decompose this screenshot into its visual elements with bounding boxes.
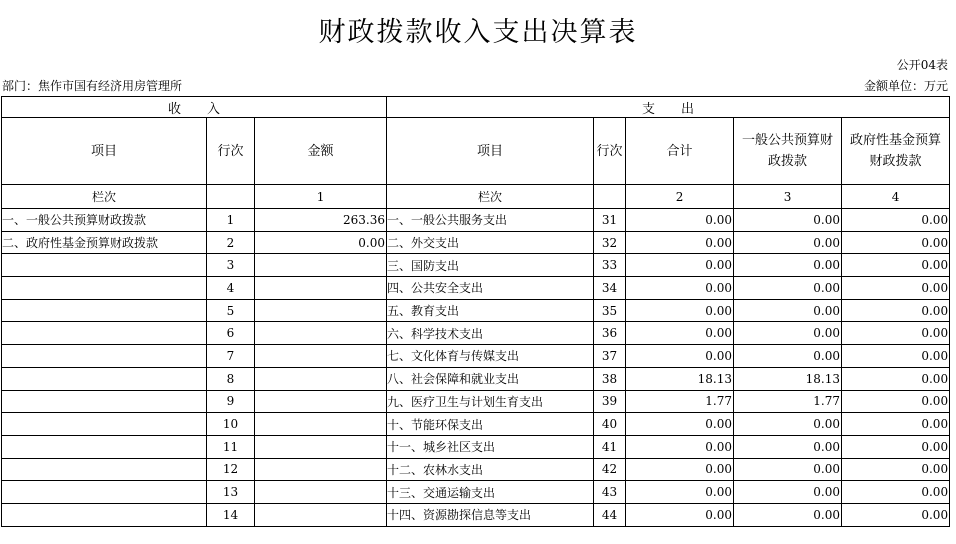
general-budget-cell: 18.13 bbox=[734, 367, 842, 390]
fund-budget-cell: 0.00 bbox=[842, 345, 950, 368]
expense-item-cell: 十三、交通运输支出 bbox=[387, 481, 594, 504]
col-no-amount: 1 bbox=[255, 185, 387, 209]
income-amount-cell: 263.36 bbox=[255, 209, 387, 232]
total-cell: 0.00 bbox=[626, 299, 734, 322]
col-no-empty-left bbox=[207, 185, 255, 209]
expense-line-cell: 38 bbox=[594, 367, 626, 390]
fund-budget-cell: 0.00 bbox=[842, 277, 950, 300]
general-budget-cell: 0.00 bbox=[734, 277, 842, 300]
unit-label: 金额单位：万元 bbox=[863, 79, 948, 93]
expense-item-cell: 九、医疗卫生与计划生育支出 bbox=[387, 390, 594, 413]
general-budget-cell: 0.00 bbox=[734, 322, 842, 345]
general-budget-cell: 0.00 bbox=[734, 299, 842, 322]
income-item-cell bbox=[2, 277, 207, 300]
fund-budget-cell: 0.00 bbox=[842, 254, 950, 277]
expense-line-cell: 41 bbox=[594, 435, 626, 458]
fund-budget-cell: 0.00 bbox=[842, 413, 950, 436]
expense-item-cell: 三、国防支出 bbox=[387, 254, 594, 277]
income-amount-cell bbox=[255, 413, 387, 436]
expense-line-cell: 36 bbox=[594, 322, 626, 345]
department-label: 部门：焦作市国有经济用房管理所 bbox=[2, 79, 183, 93]
table-row bbox=[2, 209, 950, 232]
col-header-amount: 金额 bbox=[255, 118, 387, 185]
income-line-cell: 1 bbox=[207, 209, 255, 232]
expense-line-cell: 43 bbox=[594, 481, 626, 504]
expense-item-cell: 二、外交支出 bbox=[387, 231, 594, 254]
general-budget-cell: 0.00 bbox=[734, 209, 842, 232]
fund-budget-cell: 0.00 bbox=[842, 458, 950, 481]
table-row bbox=[2, 503, 950, 526]
income-amount-cell bbox=[255, 345, 387, 368]
total-cell: 0.00 bbox=[626, 254, 734, 277]
income-item-cell bbox=[2, 254, 207, 277]
total-cell: 0.00 bbox=[626, 322, 734, 345]
expense-line-cell: 42 bbox=[594, 458, 626, 481]
table-row bbox=[2, 390, 950, 413]
budget-table bbox=[1, 96, 950, 527]
fund-budget-cell: 0.00 bbox=[842, 231, 950, 254]
total-cell: 0.00 bbox=[626, 413, 734, 436]
total-cell: 18.13 bbox=[626, 367, 734, 390]
table-row bbox=[2, 277, 950, 300]
income-item-cell: 二、政府性基金预算财政拨款 bbox=[2, 231, 207, 254]
income-item-cell bbox=[2, 481, 207, 504]
income-line-cell: 7 bbox=[207, 345, 255, 368]
fund-budget-cell: 0.00 bbox=[842, 390, 950, 413]
income-item-cell bbox=[2, 390, 207, 413]
income-amount-cell bbox=[255, 481, 387, 504]
total-cell: 0.00 bbox=[626, 435, 734, 458]
income-line-cell: 11 bbox=[207, 435, 255, 458]
col-header-expense-line: 行次 bbox=[594, 118, 626, 185]
expense-header: 支 出 bbox=[387, 97, 950, 118]
table-row bbox=[2, 458, 950, 481]
page-title: 财政拨款收入支出决算表 bbox=[318, 17, 638, 48]
col-header-fund-budget: 政府性基金预算财政拨款 bbox=[842, 118, 950, 185]
table-row bbox=[2, 435, 950, 458]
expense-line-cell: 39 bbox=[594, 390, 626, 413]
income-line-cell: 3 bbox=[207, 254, 255, 277]
expense-item-cell: 七、文化体育与传媒支出 bbox=[387, 345, 594, 368]
income-amount-cell bbox=[255, 277, 387, 300]
expense-item-cell: 四、公共安全支出 bbox=[387, 277, 594, 300]
col-header-general-budget: 一般公共预算财政拨款 bbox=[734, 118, 842, 185]
col-header-expense-item: 项目 bbox=[387, 118, 594, 185]
expense-line-cell: 34 bbox=[594, 277, 626, 300]
general-budget-cell: 0.00 bbox=[734, 231, 842, 254]
expense-item-cell: 八、社会保障和就业支出 bbox=[387, 367, 594, 390]
total-cell: 1.77 bbox=[626, 390, 734, 413]
fund-budget-cell: 0.00 bbox=[842, 503, 950, 526]
expense-line-cell: 37 bbox=[594, 345, 626, 368]
expense-item-cell: 五、教育支出 bbox=[387, 299, 594, 322]
income-item-cell bbox=[2, 413, 207, 436]
table-row bbox=[2, 345, 950, 368]
income-item-cell bbox=[2, 345, 207, 368]
income-line-cell: 10 bbox=[207, 413, 255, 436]
expense-line-cell: 40 bbox=[594, 413, 626, 436]
expense-item-cell: 十一、城乡社区支出 bbox=[387, 435, 594, 458]
income-header: 收 入 bbox=[2, 97, 387, 118]
income-item-cell: 一、一般公共预算财政拨款 bbox=[2, 209, 207, 232]
income-amount-cell bbox=[255, 299, 387, 322]
form-number: 公开04表 bbox=[896, 58, 948, 72]
income-amount-cell bbox=[255, 503, 387, 526]
general-budget-cell: 0.00 bbox=[734, 254, 842, 277]
total-cell: 0.00 bbox=[626, 231, 734, 254]
general-budget-cell: 0.00 bbox=[734, 503, 842, 526]
income-line-cell: 4 bbox=[207, 277, 255, 300]
general-budget-cell: 0.00 bbox=[734, 413, 842, 436]
table-row bbox=[2, 231, 950, 254]
income-item-cell bbox=[2, 458, 207, 481]
income-amount-cell bbox=[255, 322, 387, 345]
income-line-cell: 2 bbox=[207, 231, 255, 254]
fund-budget-cell: 0.00 bbox=[842, 481, 950, 504]
income-line-cell: 9 bbox=[207, 390, 255, 413]
general-budget-cell: 0.00 bbox=[734, 458, 842, 481]
income-line-cell: 5 bbox=[207, 299, 255, 322]
table-row bbox=[2, 299, 950, 322]
income-item-cell bbox=[2, 299, 207, 322]
expense-line-cell: 44 bbox=[594, 503, 626, 526]
col-no-empty-right bbox=[594, 185, 626, 209]
fund-budget-cell: 0.00 bbox=[842, 209, 950, 232]
table-row bbox=[2, 322, 950, 345]
income-item-cell bbox=[2, 367, 207, 390]
expense-item-cell: 十、节能环保支出 bbox=[387, 413, 594, 436]
col-no-label-right: 栏次 bbox=[387, 185, 594, 209]
income-line-cell: 8 bbox=[207, 367, 255, 390]
income-item-cell bbox=[2, 435, 207, 458]
income-line-cell: 6 bbox=[207, 322, 255, 345]
total-cell: 0.00 bbox=[626, 345, 734, 368]
col-no-label-left: 栏次 bbox=[2, 185, 207, 209]
income-amount-cell bbox=[255, 435, 387, 458]
income-amount-cell: 0.00 bbox=[255, 231, 387, 254]
expense-line-cell: 32 bbox=[594, 231, 626, 254]
income-amount-cell bbox=[255, 390, 387, 413]
income-amount-cell bbox=[255, 254, 387, 277]
table-row bbox=[2, 254, 950, 277]
total-cell: 0.00 bbox=[626, 481, 734, 504]
table-row bbox=[2, 481, 950, 504]
expense-item-cell: 十四、资源勘探信息等支出 bbox=[387, 503, 594, 526]
expense-item-cell: 六、科学技术支出 bbox=[387, 322, 594, 345]
income-line-cell: 12 bbox=[207, 458, 255, 481]
expense-line-cell: 31 bbox=[594, 209, 626, 232]
column-number-row bbox=[2, 185, 950, 209]
expense-line-cell: 35 bbox=[594, 299, 626, 322]
income-item-cell bbox=[2, 503, 207, 526]
income-amount-cell bbox=[255, 458, 387, 481]
income-amount-cell bbox=[255, 367, 387, 390]
header-row-section bbox=[2, 97, 950, 118]
fund-budget-cell: 0.00 bbox=[842, 435, 950, 458]
income-line-cell: 14 bbox=[207, 503, 255, 526]
table-row bbox=[2, 367, 950, 390]
general-budget-cell: 0.00 bbox=[734, 345, 842, 368]
col-no-general: 3 bbox=[734, 185, 842, 209]
total-cell: 0.00 bbox=[626, 209, 734, 232]
expense-line-cell: 33 bbox=[594, 254, 626, 277]
col-no-fund: 4 bbox=[842, 185, 950, 209]
col-header-income-item: 项目 bbox=[2, 118, 207, 185]
total-cell: 0.00 bbox=[626, 458, 734, 481]
col-header-income-line: 行次 bbox=[207, 118, 255, 185]
table-row bbox=[2, 413, 950, 436]
fund-budget-cell: 0.00 bbox=[842, 299, 950, 322]
general-budget-cell: 1.77 bbox=[734, 390, 842, 413]
fund-budget-cell: 0.00 bbox=[842, 367, 950, 390]
col-no-total: 2 bbox=[626, 185, 734, 209]
total-cell: 0.00 bbox=[626, 503, 734, 526]
total-cell: 0.00 bbox=[626, 277, 734, 300]
general-budget-cell: 0.00 bbox=[734, 481, 842, 504]
income-item-cell bbox=[2, 322, 207, 345]
col-header-total: 合计 bbox=[626, 118, 734, 185]
expense-item-cell: 十二、农林水支出 bbox=[387, 458, 594, 481]
expense-item-cell: 一、一般公共服务支出 bbox=[387, 209, 594, 232]
income-line-cell: 13 bbox=[207, 481, 255, 504]
general-budget-cell: 0.00 bbox=[734, 435, 842, 458]
header-row-columns bbox=[2, 118, 950, 185]
fund-budget-cell: 0.00 bbox=[842, 322, 950, 345]
